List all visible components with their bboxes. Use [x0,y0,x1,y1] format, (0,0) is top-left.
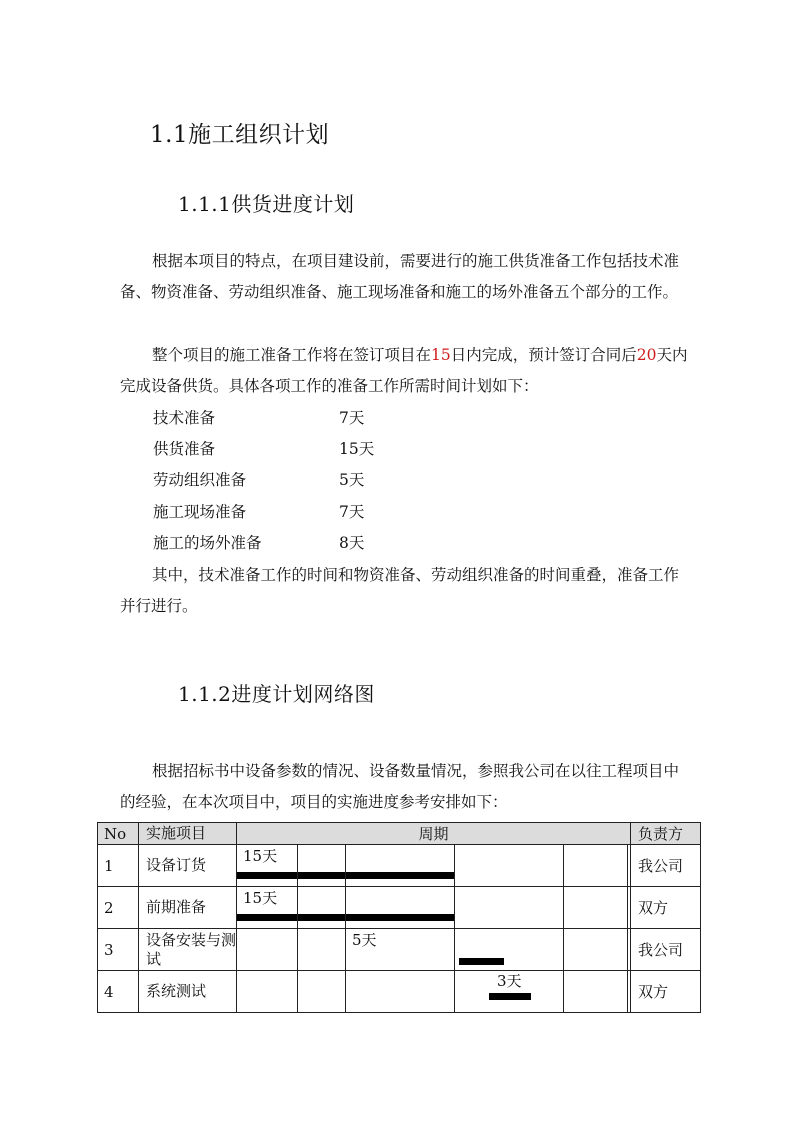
period-cell [237,971,298,1013]
schedule-item-days: 5天 [339,471,365,489]
table-row [98,887,701,929]
schedule-item-name: 劳动组织准备 [153,471,247,489]
schedule-item-days: 7天 [339,503,365,521]
duration-label: 5天 [352,931,377,949]
text-segment: 整个项目的施工准备工作将在签订项目在 [152,346,432,364]
period-cell [455,887,564,929]
row-no: 1 [98,845,139,887]
highlight-number: 15 [431,346,451,364]
row-owner: 我公司 [631,845,701,887]
period-cell [237,929,298,971]
row-item: 系统测试 [139,971,237,1013]
period-cell [237,887,298,929]
duration-label: 15天 [243,847,278,865]
period-cell [455,845,564,887]
row-item: 前期准备 [139,887,237,929]
paragraph-schedule-intro: 根据招标书中设备参数的情况、设备数量情况，参照我公司在以往工程项目中的经验，在本次项目中，项目的实施进度参考安排如下： [120,762,680,811]
gantt-bar [298,914,345,921]
section-heading-network-diagram: 1.1.2进度计划网络图 [178,682,375,706]
schedule-item [153,465,553,496]
duration-label: 15天 [243,889,278,907]
schedule-item-name: 技术准备 [153,409,216,427]
text-segment: 日内完成，预计签订合同后 [450,346,637,364]
row-owner: 我公司 [631,929,701,971]
header-owner: 负责方 [631,823,701,845]
gantt-bar [346,872,454,879]
schedule-item-days: 15天 [339,440,375,458]
period-cell [298,845,346,887]
gantt-bar [237,914,297,921]
period-cell [346,887,455,929]
row-owner: 双方 [631,971,701,1013]
gantt-bar [489,993,531,1000]
row-item: 设备安装与测试 [139,929,237,971]
gantt-bar [298,872,345,879]
row-no: 3 [98,929,139,971]
header-item: 实施项目 [139,823,237,845]
schedule-item-name: 施工现场准备 [153,503,247,521]
period-cell [237,845,298,887]
schedule-item-name: 施工的场外准备 [153,534,262,552]
schedule-item [153,434,553,465]
gantt-bar [459,958,504,965]
schedule-item [153,528,553,559]
table-row [98,845,701,887]
gantt-bar [237,872,297,879]
period-cell [564,845,628,887]
highlight-number: 20 [636,346,657,364]
table-row [98,971,701,1013]
paragraph-timeline [120,340,690,402]
table-row [98,929,701,971]
header-no: No [98,823,139,845]
period-cell [298,887,346,929]
schedule-item [153,403,553,434]
period-cell [564,929,628,971]
page-heading: 1.1施工组织计划 [150,122,330,148]
period-cell [346,845,455,887]
paragraph-overlap-note: 其中，技术准备工作的时间和物资准备、劳动组织准备的时间重叠，准备工作并行进行。 [120,566,680,615]
row-item: 设备订货 [139,845,237,887]
gantt-bar [346,914,454,921]
period-cell [346,929,455,971]
text-segment: 天内完成设备供货。具体各项工作的准备工作所需时间计划如下： [120,346,688,395]
row-no: 2 [98,887,139,929]
schedule-item-days: 8天 [339,534,365,552]
row-no: 4 [98,971,139,1013]
period-cell [346,971,455,1013]
duration-label: 3天 [497,972,522,990]
schedule-item-days: 7天 [339,409,365,427]
period-cell [298,929,346,971]
period-cell [564,971,628,1013]
period-cell [455,929,564,971]
section-heading-supply-schedule: 1.1.1供货进度计划 [178,192,355,216]
period-cell [455,971,564,1013]
schedule-item [153,497,553,528]
gantt-table [97,822,701,1013]
gantt-header-row [98,823,701,845]
row-owner: 双方 [631,887,701,929]
schedule-item-name: 供货准备 [153,440,216,458]
header-period: 周期 [237,823,631,845]
period-cell [564,887,628,929]
period-cell [298,971,346,1013]
paragraph-intro: 根据本项目的特点，在项目建设前，需要进行的施工供货准备工作包括技术准备、物资准备、劳动组织准备、施工现场准备和施工的场外准备五个部分的工作。 [120,252,680,301]
